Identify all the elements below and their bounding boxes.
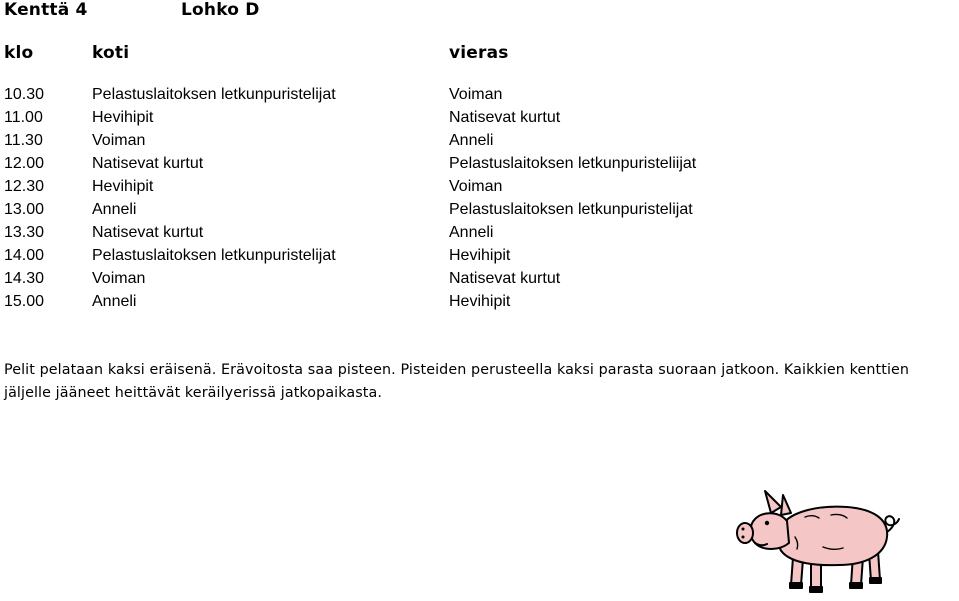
rules-note-line-2: jäljelle jääneet heittävät keräilyerissä jatkopaikasta. [4, 385, 383, 401]
block-title: Lohko D [181, 0, 260, 20]
match-time: 15.00 [4, 293, 45, 310]
home-team: Anneli [92, 201, 137, 218]
match-time: 10.30 [4, 86, 45, 103]
match-row [0, 293, 959, 316]
home-team: Pelastuslaitoksen letkunpuristelijat [92, 86, 336, 103]
match-schedule [0, 86, 959, 316]
pig-hoof [870, 578, 881, 583]
pig-hoof [850, 583, 862, 588]
pig-icon [735, 477, 910, 597]
away-team: Pelastuslaitoksen letkunpuristeliijat [449, 155, 697, 172]
home-team: Anneli [92, 293, 137, 310]
away-team: Voiman [449, 178, 503, 195]
match-row [0, 201, 959, 224]
match-time: 11.00 [4, 109, 43, 126]
match-row [0, 224, 959, 247]
away-team: Anneli [449, 132, 494, 149]
match-row [0, 270, 959, 293]
match-time: 13.00 [4, 201, 45, 218]
away-team: Hevihipit [449, 293, 511, 310]
match-row [0, 247, 959, 270]
match-time: 13.30 [4, 224, 45, 241]
match-row [0, 155, 959, 178]
column-header-time: klo [4, 43, 34, 63]
match-time: 12.00 [4, 155, 45, 172]
pig-eye [765, 521, 769, 525]
home-team: Voiman [92, 270, 146, 287]
match-row [0, 86, 959, 109]
match-time: 12.30 [4, 178, 45, 195]
match-time: 11.30 [4, 132, 43, 149]
rules-note-line-1: Pelit pelataan kaksi eräisenä. Erävoitosta saa pisteen. Pisteiden perusteella kaksi parasta suoraan jatkoon. Kaikkien kenttien [4, 362, 910, 378]
home-team: Natisevat kurtut [92, 224, 204, 241]
match-time: 14.30 [4, 270, 45, 287]
pig-hoof [790, 583, 802, 588]
away-team: Hevihipit [449, 247, 511, 264]
match-row [0, 178, 959, 201]
away-team: Natisevat kurtut [449, 270, 561, 287]
pig-hoof [810, 587, 822, 592]
pig-nostril [742, 536, 745, 539]
home-team: Voiman [92, 132, 146, 149]
away-team: Anneli [449, 224, 494, 241]
away-team: Pelastuslaitoksen letkunpuristelijat [449, 201, 693, 218]
home-team: Hevihipit [92, 109, 154, 126]
column-header-away: vieras [449, 43, 509, 63]
home-team: Pelastuslaitoksen letkunpuristelijat [92, 247, 336, 264]
match-row [0, 109, 959, 132]
pig-ear [765, 491, 781, 513]
column-header-home: koti [92, 43, 130, 63]
away-team: Natisevat kurtut [449, 109, 561, 126]
home-team: Hevihipit [92, 178, 154, 195]
away-team: Voiman [449, 86, 503, 103]
pig-ear [781, 495, 791, 515]
match-time: 14.00 [4, 247, 45, 264]
field-title: Kenttä 4 [4, 0, 88, 20]
pig-nostril [742, 528, 745, 531]
home-team: Natisevat kurtut [92, 155, 204, 172]
pig-illustration [737, 491, 899, 592]
pig-snout [737, 523, 753, 543]
match-row [0, 132, 959, 155]
